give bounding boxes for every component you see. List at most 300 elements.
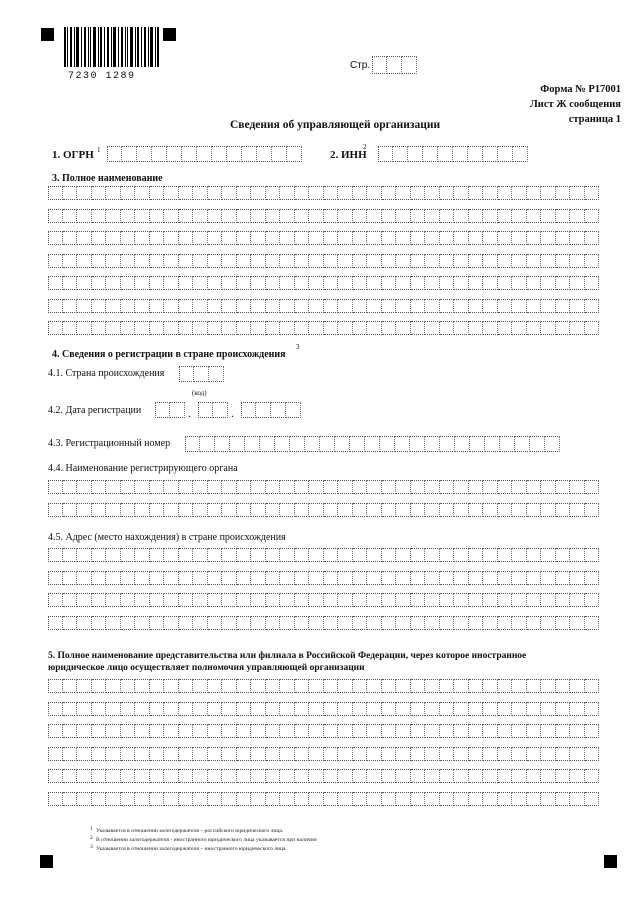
input-cell[interactable] xyxy=(150,503,165,517)
input-cell[interactable] xyxy=(150,679,165,693)
input-cell[interactable] xyxy=(280,209,295,223)
input-cell[interactable] xyxy=(179,769,194,783)
input-cell[interactable] xyxy=(382,321,397,335)
input-cell[interactable] xyxy=(530,436,545,452)
input-cell[interactable] xyxy=(541,321,556,335)
input-cell[interactable] xyxy=(295,231,310,245)
input-cell[interactable] xyxy=(237,769,252,783)
input-cell[interactable] xyxy=(382,299,397,313)
input-cell[interactable] xyxy=(541,747,556,761)
ogrn-field[interactable] xyxy=(107,146,302,162)
input-cell[interactable] xyxy=(541,702,556,716)
input-cell[interactable] xyxy=(251,254,266,268)
input-cell[interactable] xyxy=(222,702,237,716)
input-cell[interactable] xyxy=(396,503,411,517)
input-cell[interactable] xyxy=(63,702,78,716)
input-cell[interactable] xyxy=(527,548,542,562)
input-cell[interactable] xyxy=(527,616,542,630)
input-cell[interactable] xyxy=(222,792,237,806)
input-cell[interactable] xyxy=(280,593,295,607)
input-cell[interactable] xyxy=(469,321,484,335)
input-cell[interactable] xyxy=(92,679,107,693)
input-cell[interactable] xyxy=(324,480,339,494)
input-cell[interactable] xyxy=(512,299,527,313)
input-cell[interactable] xyxy=(295,186,310,200)
input-row[interactable] xyxy=(48,616,599,630)
input-cell[interactable] xyxy=(585,616,600,630)
input-cell[interactable] xyxy=(237,792,252,806)
input-cell[interactable] xyxy=(77,702,92,716)
input-cell[interactable] xyxy=(150,254,165,268)
input-cell[interactable] xyxy=(365,436,380,452)
input-cell[interactable] xyxy=(179,254,194,268)
input-cell[interactable] xyxy=(570,276,585,290)
input-cell[interactable] xyxy=(324,231,339,245)
input-cell[interactable] xyxy=(585,593,600,607)
input-cell[interactable] xyxy=(48,299,63,313)
input-cell[interactable] xyxy=(512,548,527,562)
input-cell[interactable] xyxy=(309,480,324,494)
input-cell[interactable] xyxy=(483,702,498,716)
input-cell[interactable] xyxy=(150,571,165,585)
input-cell[interactable] xyxy=(498,702,513,716)
input-cell[interactable] xyxy=(150,299,165,313)
input-cell[interactable] xyxy=(440,299,455,313)
input-cell[interactable] xyxy=(48,593,63,607)
input-cell[interactable] xyxy=(251,321,266,335)
input-cell[interactable] xyxy=(77,299,92,313)
input-cell[interactable] xyxy=(411,186,426,200)
input-cell[interactable] xyxy=(63,571,78,585)
input-cell[interactable] xyxy=(338,186,353,200)
input-cell[interactable] xyxy=(425,571,440,585)
input-cell[interactable] xyxy=(512,276,527,290)
input-cell[interactable] xyxy=(440,593,455,607)
input-cell[interactable] xyxy=(179,702,194,716)
input-cell[interactable] xyxy=(440,747,455,761)
input-cell[interactable] xyxy=(77,769,92,783)
input-cell[interactable] xyxy=(454,747,469,761)
input-cell[interactable] xyxy=(193,571,208,585)
input-cell[interactable] xyxy=(483,593,498,607)
input-cell[interactable] xyxy=(48,276,63,290)
input-cell[interactable] xyxy=(324,702,339,716)
input-cell[interactable] xyxy=(338,503,353,517)
input-cell[interactable] xyxy=(485,436,500,452)
input-cell[interactable] xyxy=(324,299,339,313)
input-cell[interactable] xyxy=(106,616,121,630)
input-cell[interactable] xyxy=(527,321,542,335)
input-cell[interactable] xyxy=(440,186,455,200)
input-cell[interactable] xyxy=(242,146,257,162)
input-cell[interactable] xyxy=(512,792,527,806)
input-cell[interactable] xyxy=(251,616,266,630)
input-cell[interactable] xyxy=(193,480,208,494)
input-cell[interactable] xyxy=(237,321,252,335)
input-cell[interactable] xyxy=(382,548,397,562)
input-cell[interactable] xyxy=(193,769,208,783)
input-cell[interactable] xyxy=(425,480,440,494)
input-cell[interactable] xyxy=(280,299,295,313)
input-cell[interactable] xyxy=(193,724,208,738)
input-cell[interactable] xyxy=(77,548,92,562)
input-cell[interactable] xyxy=(266,276,281,290)
input-cell[interactable] xyxy=(483,321,498,335)
input-cell[interactable] xyxy=(556,769,571,783)
input-cell[interactable] xyxy=(150,548,165,562)
input-cell[interactable] xyxy=(570,769,585,783)
input-cell[interactable] xyxy=(305,436,320,452)
input-cell[interactable] xyxy=(208,769,223,783)
input-cell[interactable] xyxy=(77,724,92,738)
input-cell[interactable] xyxy=(469,616,484,630)
input-cell[interactable] xyxy=(150,747,165,761)
input-cell[interactable] xyxy=(208,276,223,290)
input-cell[interactable] xyxy=(541,769,556,783)
input-cell[interactable] xyxy=(367,299,382,313)
input-cell[interactable] xyxy=(280,503,295,517)
input-cell[interactable] xyxy=(353,480,368,494)
input-cell[interactable] xyxy=(324,503,339,517)
input-cell[interactable] xyxy=(353,724,368,738)
input-cell[interactable] xyxy=(556,616,571,630)
input-cell[interactable] xyxy=(324,792,339,806)
input-cell[interactable] xyxy=(77,186,92,200)
input-cell[interactable] xyxy=(527,231,542,245)
input-cell[interactable] xyxy=(512,616,527,630)
input-cell[interactable] xyxy=(63,679,78,693)
input-cell[interactable] xyxy=(280,321,295,335)
input-cell[interactable] xyxy=(512,679,527,693)
input-cell[interactable] xyxy=(469,571,484,585)
input-cell[interactable] xyxy=(309,186,324,200)
input-cell[interactable] xyxy=(396,616,411,630)
input-cell[interactable] xyxy=(208,616,223,630)
input-cell[interactable] xyxy=(382,480,397,494)
input-cell[interactable] xyxy=(251,679,266,693)
input-cell[interactable] xyxy=(122,146,137,162)
input-cell[interactable] xyxy=(121,724,136,738)
input-cell[interactable] xyxy=(295,616,310,630)
input-cell[interactable] xyxy=(222,503,237,517)
input-cell[interactable] xyxy=(353,747,368,761)
input-cell[interactable] xyxy=(222,724,237,738)
input-cell[interactable] xyxy=(440,724,455,738)
input-cell[interactable] xyxy=(338,231,353,245)
input-cell[interactable] xyxy=(121,571,136,585)
input-cell[interactable] xyxy=(498,571,513,585)
input-cell[interactable] xyxy=(512,747,527,761)
input-cell[interactable] xyxy=(469,254,484,268)
input-cell[interactable] xyxy=(483,571,498,585)
input-cell[interactable] xyxy=(266,769,281,783)
input-cell[interactable] xyxy=(295,276,310,290)
input-cell[interactable] xyxy=(179,679,194,693)
input-cell[interactable] xyxy=(251,209,266,223)
input-cell[interactable] xyxy=(135,299,150,313)
input-cell[interactable] xyxy=(121,321,136,335)
input-cell[interactable] xyxy=(382,724,397,738)
input-cell[interactable] xyxy=(411,276,426,290)
input-cell[interactable] xyxy=(251,702,266,716)
input-cell[interactable] xyxy=(164,616,179,630)
input-cell[interactable] xyxy=(280,254,295,268)
input-row[interactable] xyxy=(48,321,599,335)
input-cell[interactable] xyxy=(309,679,324,693)
input-cell[interactable] xyxy=(483,186,498,200)
input-cell[interactable] xyxy=(454,480,469,494)
input-cell[interactable] xyxy=(77,616,92,630)
input-cell[interactable] xyxy=(556,254,571,268)
input-cell[interactable] xyxy=(527,480,542,494)
input-cell[interactable] xyxy=(135,276,150,290)
input-cell[interactable] xyxy=(193,321,208,335)
input-cell[interactable] xyxy=(498,724,513,738)
input-cell[interactable] xyxy=(556,480,571,494)
input-cell[interactable] xyxy=(106,299,121,313)
input-cell[interactable] xyxy=(266,186,281,200)
input-cell[interactable] xyxy=(164,299,179,313)
registration-number-field[interactable] xyxy=(185,436,560,452)
input-cell[interactable] xyxy=(570,299,585,313)
input-cell[interactable] xyxy=(63,254,78,268)
input-cell[interactable] xyxy=(367,186,382,200)
input-cell[interactable] xyxy=(527,503,542,517)
input-cell[interactable] xyxy=(440,616,455,630)
input-cell[interactable] xyxy=(106,321,121,335)
input-cell[interactable] xyxy=(179,209,194,223)
input-cell[interactable] xyxy=(309,254,324,268)
input-cell[interactable] xyxy=(280,571,295,585)
input-cell[interactable] xyxy=(179,480,194,494)
input-cell[interactable] xyxy=(367,769,382,783)
input-cell[interactable] xyxy=(92,548,107,562)
input-cell[interactable] xyxy=(483,679,498,693)
input-cell[interactable] xyxy=(324,616,339,630)
input-cell[interactable] xyxy=(295,702,310,716)
input-cell[interactable] xyxy=(309,548,324,562)
input-cell[interactable] xyxy=(251,792,266,806)
input-cell[interactable] xyxy=(208,186,223,200)
input-cell[interactable] xyxy=(411,702,426,716)
input-cell[interactable] xyxy=(541,724,556,738)
input-cell[interactable] xyxy=(280,679,295,693)
input-cell[interactable] xyxy=(541,254,556,268)
input-cell[interactable] xyxy=(585,702,600,716)
input-cell[interactable] xyxy=(237,231,252,245)
input-cell[interactable] xyxy=(425,503,440,517)
input-cell[interactable] xyxy=(251,747,266,761)
input-cell[interactable] xyxy=(63,593,78,607)
input-cell[interactable] xyxy=(193,792,208,806)
input-cell[interactable] xyxy=(106,679,121,693)
input-cell[interactable] xyxy=(498,299,513,313)
input-cell[interactable] xyxy=(483,792,498,806)
input-cell[interactable] xyxy=(396,548,411,562)
input-cell[interactable] xyxy=(353,209,368,223)
input-cell[interactable] xyxy=(556,321,571,335)
input-cell[interactable] xyxy=(483,299,498,313)
input-cell[interactable] xyxy=(455,436,470,452)
input-cell[interactable] xyxy=(425,702,440,716)
input-cell[interactable] xyxy=(164,593,179,607)
input-cell[interactable] xyxy=(527,769,542,783)
input-cell[interactable] xyxy=(469,299,484,313)
input-cell[interactable] xyxy=(309,593,324,607)
input-cell[interactable] xyxy=(77,321,92,335)
input-cell[interactable] xyxy=(63,747,78,761)
input-cell[interactable] xyxy=(164,792,179,806)
input-cell[interactable] xyxy=(179,548,194,562)
input-cell[interactable] xyxy=(92,231,107,245)
input-cell[interactable] xyxy=(324,209,339,223)
input-cell[interactable] xyxy=(353,769,368,783)
input-cell[interactable] xyxy=(135,186,150,200)
input-cell[interactable] xyxy=(121,209,136,223)
input-cell[interactable] xyxy=(92,702,107,716)
input-cell[interactable] xyxy=(77,231,92,245)
input-cell[interactable] xyxy=(338,616,353,630)
input-cell[interactable] xyxy=(309,702,324,716)
input-cell[interactable] xyxy=(585,548,600,562)
page-number-field[interactable] xyxy=(372,56,417,74)
input-cell[interactable] xyxy=(469,209,484,223)
input-cell[interactable] xyxy=(121,254,136,268)
input-cell[interactable] xyxy=(237,209,252,223)
input-cell[interactable] xyxy=(237,503,252,517)
input-cell[interactable] xyxy=(498,769,513,783)
input-row[interactable] xyxy=(48,276,599,290)
input-cell[interactable] xyxy=(77,593,92,607)
input-cell[interactable] xyxy=(338,724,353,738)
input-cell[interactable] xyxy=(92,503,107,517)
input-cell[interactable] xyxy=(338,209,353,223)
input-cell[interactable] xyxy=(324,186,339,200)
input-cell[interactable] xyxy=(570,321,585,335)
input-cell[interactable] xyxy=(106,702,121,716)
input-cell[interactable] xyxy=(222,276,237,290)
input-cell[interactable] xyxy=(585,231,600,245)
input-cell[interactable] xyxy=(382,209,397,223)
input-cell[interactable] xyxy=(164,254,179,268)
input-cell[interactable] xyxy=(106,209,121,223)
input-cell[interactable] xyxy=(454,702,469,716)
input-cell[interactable] xyxy=(483,209,498,223)
input-cell[interactable] xyxy=(556,792,571,806)
input-cell[interactable] xyxy=(570,548,585,562)
input-cell[interactable] xyxy=(367,571,382,585)
input-cell[interactable] xyxy=(541,480,556,494)
input-cell[interactable] xyxy=(425,209,440,223)
input-cell[interactable] xyxy=(222,231,237,245)
input-cell[interactable] xyxy=(63,231,78,245)
input-cell[interactable] xyxy=(469,480,484,494)
input-cell[interactable] xyxy=(237,254,252,268)
input-cell[interactable] xyxy=(585,299,600,313)
input-cell[interactable] xyxy=(251,503,266,517)
input-row[interactable] xyxy=(48,231,599,245)
input-cell[interactable] xyxy=(382,254,397,268)
input-row[interactable] xyxy=(48,480,599,494)
input-cell[interactable] xyxy=(164,186,179,200)
input-cell[interactable] xyxy=(295,480,310,494)
input-cell[interactable] xyxy=(208,548,223,562)
input-cell[interactable] xyxy=(266,571,281,585)
input-cell[interactable] xyxy=(208,503,223,517)
input-cell[interactable] xyxy=(556,571,571,585)
input-cell[interactable] xyxy=(440,209,455,223)
input-cell[interactable] xyxy=(556,747,571,761)
input-cell[interactable] xyxy=(396,276,411,290)
input-cell[interactable] xyxy=(353,679,368,693)
input-cell[interactable] xyxy=(440,702,455,716)
input-cell[interactable] xyxy=(324,321,339,335)
input-cell[interactable] xyxy=(280,186,295,200)
input-cell[interactable] xyxy=(222,747,237,761)
input-cell[interactable] xyxy=(121,548,136,562)
input-cell[interactable] xyxy=(367,702,382,716)
input-cell[interactable] xyxy=(324,571,339,585)
input-cell[interactable] xyxy=(570,747,585,761)
input-cell[interactable] xyxy=(63,186,78,200)
input-cell[interactable] xyxy=(164,679,179,693)
input-cell[interactable] xyxy=(77,480,92,494)
input-cell[interactable] xyxy=(106,231,121,245)
input-cell[interactable] xyxy=(585,724,600,738)
input-cell[interactable] xyxy=(454,299,469,313)
registration-month-field[interactable] xyxy=(198,402,228,418)
input-cell[interactable] xyxy=(280,276,295,290)
input-cell[interactable] xyxy=(541,299,556,313)
input-cell[interactable] xyxy=(469,747,484,761)
input-cell[interactable] xyxy=(440,571,455,585)
input-cell[interactable] xyxy=(469,724,484,738)
input-cell[interactable] xyxy=(121,503,136,517)
input-cell[interactable] xyxy=(121,231,136,245)
input-cell[interactable] xyxy=(425,276,440,290)
input-cell[interactable] xyxy=(367,616,382,630)
input-cell[interactable] xyxy=(63,724,78,738)
input-cell[interactable] xyxy=(48,616,63,630)
input-cell[interactable] xyxy=(498,503,513,517)
input-cell[interactable] xyxy=(396,792,411,806)
input-cell[interactable] xyxy=(150,209,165,223)
input-cell[interactable] xyxy=(353,254,368,268)
input-cell[interactable] xyxy=(556,702,571,716)
input-cell[interactable] xyxy=(570,231,585,245)
input-cell[interactable] xyxy=(63,548,78,562)
input-cell[interactable] xyxy=(425,231,440,245)
input-cell[interactable] xyxy=(309,571,324,585)
input-cell[interactable] xyxy=(498,209,513,223)
input-cell[interactable] xyxy=(164,231,179,245)
input-cell[interactable] xyxy=(135,480,150,494)
input-cell[interactable] xyxy=(135,679,150,693)
input-cell[interactable] xyxy=(469,702,484,716)
input-cell[interactable] xyxy=(63,480,78,494)
input-cell[interactable] xyxy=(245,436,260,452)
input-cell[interactable] xyxy=(527,679,542,693)
input-cell[interactable] xyxy=(208,299,223,313)
input-cell[interactable] xyxy=(150,276,165,290)
input-cell[interactable] xyxy=(237,747,252,761)
input-cell[interactable] xyxy=(275,436,290,452)
input-cell[interactable] xyxy=(556,186,571,200)
input-cell[interactable] xyxy=(353,231,368,245)
input-cell[interactable] xyxy=(48,186,63,200)
input-cell[interactable] xyxy=(237,480,252,494)
input-cell[interactable] xyxy=(483,146,498,162)
